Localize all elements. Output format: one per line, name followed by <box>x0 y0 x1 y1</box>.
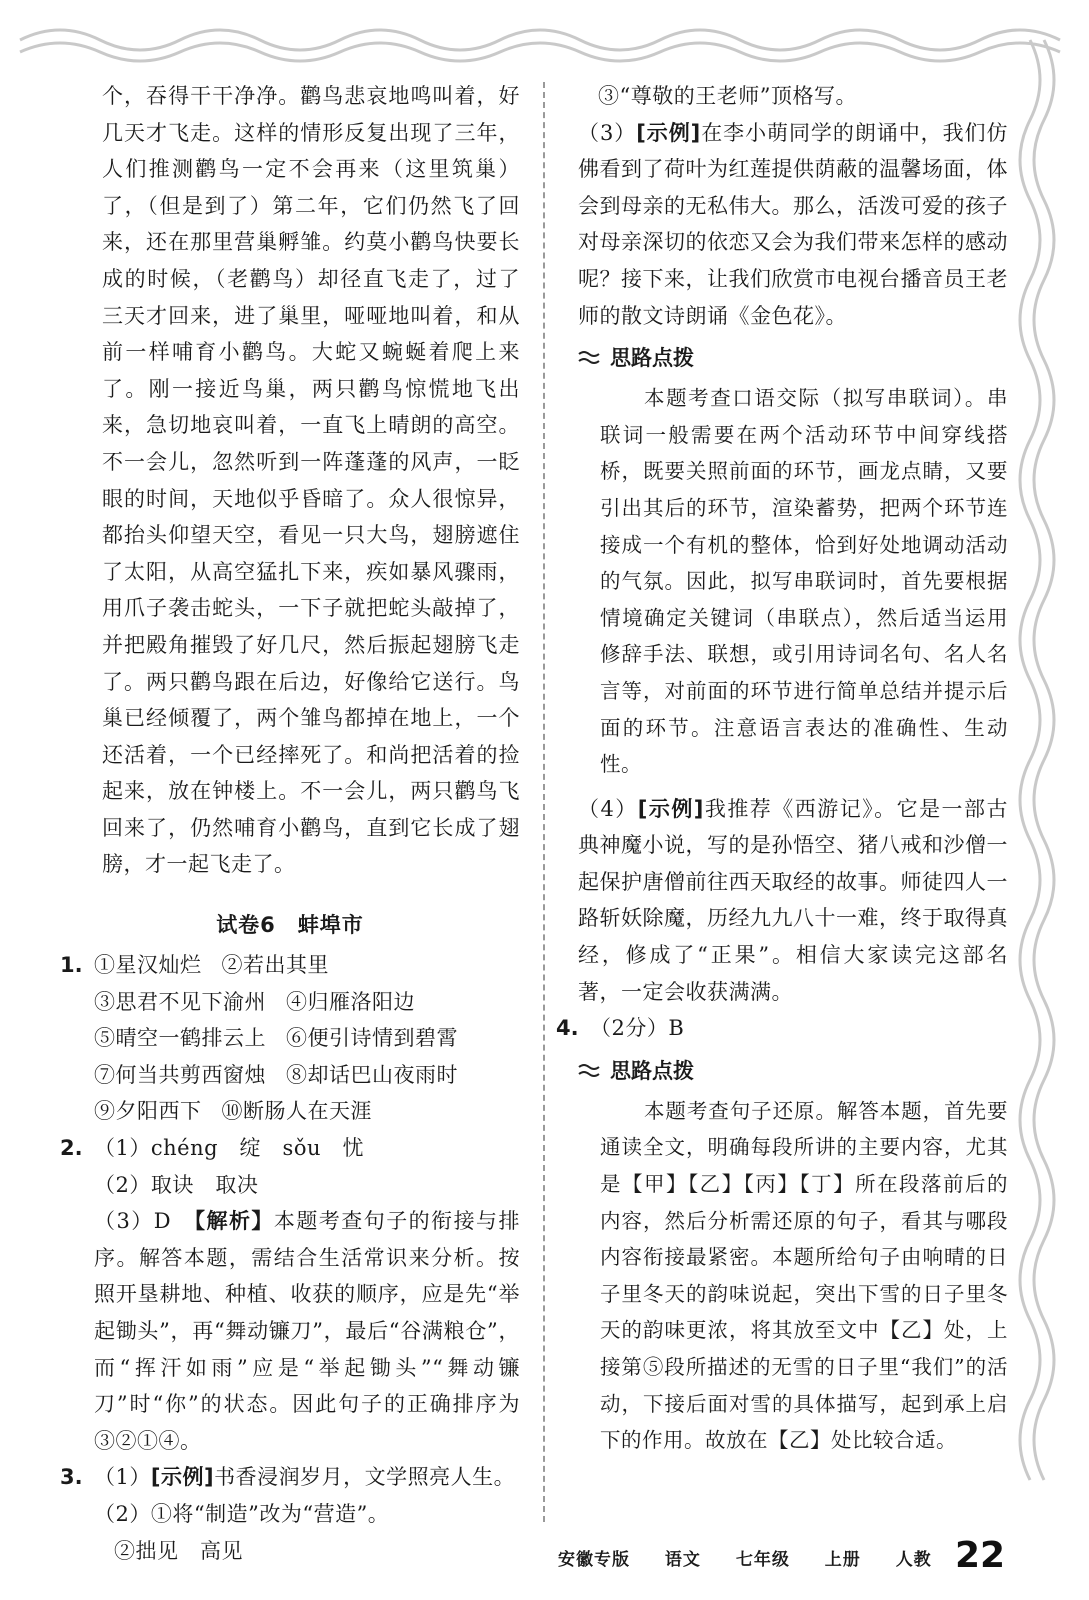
answer-line: ②拙见 高见 <box>114 1538 243 1563</box>
answer-row: ⑨夕阳西下 ⑩断肠人在天涯 <box>94 1099 372 1124</box>
footer-grade: 七年级 <box>735 1550 790 1570</box>
question-number: 2. <box>60 1136 83 1161</box>
answer-line: （2）①将“制造”改为“营造”。 <box>94 1501 390 1526</box>
footer-subject: 语文 <box>664 1550 701 1570</box>
question-4 <box>556 1010 1008 1047</box>
answer-analysis: （3）D 【解析】本题考查句子的衔接与排序。解答本题，需结合生活常识来分析。按照开垦耕地、种植、收获的顺序，应是先“举起锄头”，再“舞动镰刀”，最后“谷满粮仓”，而“挥汗如雨”应是“举起锄头”“舞动镰刀”时“你”的状态。因此句子的正确排序为③②①④。 <box>94 1209 521 1453</box>
section-title: 试卷6 蚌埠市 <box>216 913 364 938</box>
wave-lines-icon <box>578 350 600 366</box>
page-footer <box>0 1535 1089 1585</box>
passage-paragraph: 个，吞得干干净净。鹳鸟悲哀地鸣叫着，好几天才飞走。这样的情形反复出现了三年，人们推测鹳鸟一定不会再来（这里筑巢）了，（但是到了）第二年，它们仍然飞了回来，还在那里营巢孵雏。约莫小鹳鸟快要长成的时候，（老鹳鸟）却径直飞走了，过了三天才回来，进了巢里，哑哑地叫着，和从前一样哺育小鹳鸟。大蛇又蜿蜒着爬上来了。刚一接近鸟巢，两只鹳鸟惊慌地飞出来，急切地哀叫着，一直飞上晴朗的高空。不一会儿，忽然听到一阵蓬蓬的风声，一眨眼的时间，天地似乎昏暗了。众人很惊异，都抬头仰望天空，看见一只大鸟，翅膀遮住了太阳，从高空猛扎下来，疾如暴风骤雨，用爪子袭击蛇头，一下子就把蛇头敲掉了，并把殿角摧毁了好几尺，然后振起翅膀飞走了。两只鹳鸟跟在后边，好像给它送行。鸟巢已经倾覆了，两个雏鸟都掉在地上，一个还活着，一个已经摔死了。和尚把活着的捡起来，放在钟楼上。不一会儿，两只鹳鸟飞回来了，仍然哺育小鹳鸟，直到它长成了翅膀，才一起飞走了。 <box>102 84 520 877</box>
footer-region: 安徽专版 <box>558 1550 630 1570</box>
answer-line: ③“尊敬的王老师”顶格写。 <box>598 84 857 108</box>
answer-row: ③思君不见下渝州 ④归雁洛阳边 <box>94 989 415 1014</box>
footer-info <box>558 1545 950 1575</box>
answer-line: （2）取诀 取决 <box>94 1172 259 1197</box>
question-2 <box>60 1130 520 1459</box>
answer-line: （1）[示例]书香浸润岁月，文学照亮人生。 <box>94 1465 516 1490</box>
column-divider <box>543 82 545 1522</box>
hint-paragraph: 本题考查口语交际（拟写串联词）。串联词一般需要在两个活动环节中间穿线搭桥，既要关照前面的环节，画龙点睛，又要引出其后的环节，渲染蓄势，把两个环节连接成一个有机的整体，恰到好处地调动活动的气氛。因此，拟写串联词时，首先要根据情境确定关键词（串联点），然后适当运用修辞手法、联想，或引用诗词名句、名人名言等，对前面的环节进行简单总结并提示后面的环节。注意语言表达的准确性、生动性。 <box>600 386 1008 777</box>
right-column <box>556 78 1008 1459</box>
answer-row: ①星汉灿烂 ②若出其里 <box>94 953 329 978</box>
hint-heading <box>578 340 1008 376</box>
wave-lines-icon <box>578 1063 600 1079</box>
hint-body <box>578 380 1008 783</box>
hint-heading <box>578 1053 1008 1089</box>
question-1 <box>60 947 520 1130</box>
answer-row: ⑦何当共剪西窗烛 ⑧却话巴山夜雨时 <box>94 1062 458 1087</box>
footer-term: 上册 <box>824 1550 861 1570</box>
hint-label: 思路点拨 <box>610 1058 694 1083</box>
left-column <box>60 78 520 1569</box>
passage-translation <box>60 78 520 883</box>
answer-row: ⑤晴空一鹤排云上 ⑥便引诗情到碧霄 <box>94 1026 458 1051</box>
hint-body <box>578 1093 1008 1459</box>
footer-edition: 人教 <box>895 1550 932 1570</box>
question-number: 3. <box>60 1465 83 1490</box>
answer-line: （2分）B <box>590 1016 685 1041</box>
answer-paragraph: （3）[示例]在李小萌同学的朗诵中，我们仿佛看到了荷叶为红莲提供荫蔽的温馨场面，体会到母亲的无私伟大。那么，活泼可爱的孩子对母亲深切的依恋又会为我们带来怎样的感动呢？接下来，让我们欣赏市电视台播音员王老师的散文诗朗诵《金色花》。 <box>578 120 1008 328</box>
question-number: 4. <box>556 1016 579 1041</box>
answer-line: （1）chéng 绽 sǒu 忧 <box>94 1136 364 1161</box>
page-number: 22 <box>955 1535 1006 1576</box>
hint-label: 思路点拨 <box>610 346 694 371</box>
question-number: 1. <box>60 953 83 978</box>
answer-paragraph: （4）[示例]我推荐《西游记》。它是一部古典神魔小说，写的是孙悟空、猪八戒和沙僧一起保护唐僧前往西天取经的故事。师徒四人一路斩妖除魔，历经九九八十一难，终于取得真经，修成了“正果”。相信大家读完这部名著，一定会收获满满。 <box>578 796 1008 1004</box>
hint-paragraph: 本题考查句子还原。解答本题，首先要通读全文，明确每段所讲的主要内容，尤其是【甲】【乙】【丙】【丁】所在段落前后的内容，然后分析需还原的句子，看其与哪段内容衔接最紧密。本题所给句子由响晴的日子里冬天的韵味说起，突出下雪的日子里冬天的韵味更浓，将其放至文中【乙】处，上接第⑤段所描述的无雪的日子里“我们”的活动，下接后面对雪的具体描写，起到承上启下的作用。故放在【乙】处比较合适。 <box>600 1098 1008 1453</box>
